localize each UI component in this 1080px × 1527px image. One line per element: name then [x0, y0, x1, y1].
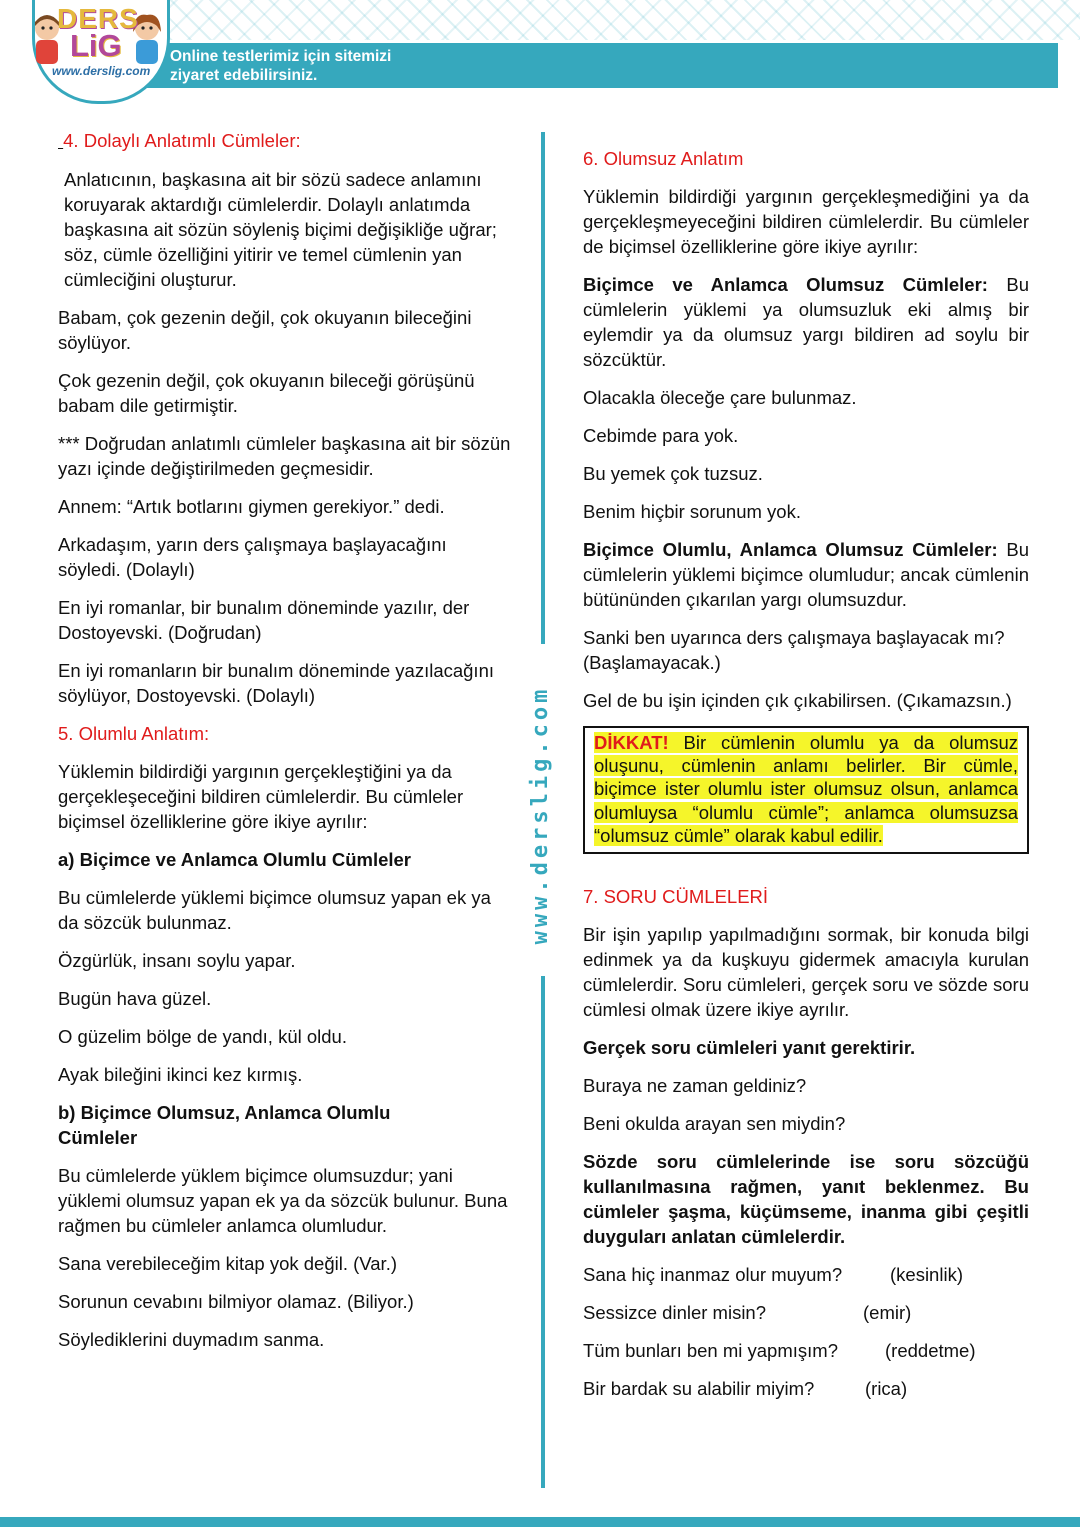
footer-bar: [0, 1517, 1080, 1527]
example-tag: (reddetme): [885, 1340, 976, 1362]
example-sentence: Babam, çok gezenin değil, çok okuyanın bileceğini söylüyor.: [58, 307, 472, 353]
rhetorical-example: [583, 1338, 1029, 1363]
example-sentence: Bugün hava güzel.: [58, 988, 212, 1009]
section-5-definition: Yüklemin bildirdiği yargının gerçekleştiğini ya da gerçekleşeceğini bildiren cümlelerdir. Bu cümleler biçimsel özelliklerine göre ikiye ayrılır:: [58, 761, 464, 832]
example-sentence: Tüm bunları ben mi yapmışım?: [583, 1340, 838, 1362]
example-sentence: Sana verebileceğim kitap yok değil. (Var.): [58, 1253, 397, 1274]
section-7-title: 7. SORU CÜMLELERİ: [583, 886, 769, 908]
example-sentence: Özgürlük, insanı soylu yapar.: [58, 950, 296, 971]
example-sentence: Gel de bu işin içinden çık çıkabilirsen. (Çıkamazsın.): [583, 690, 1012, 711]
section-5-title: 5. Olumlu Anlatım:: [58, 723, 210, 744]
section-6-title: 6. Olumsuz Anlatım: [583, 148, 744, 169]
subsection-5a-title: a) Biçimce ve Anlamca Olumlu Cümleler: [58, 849, 411, 870]
logo-url[interactable]: www.derslig.com: [52, 64, 151, 78]
banner-line-1: Online testlerimiz için sitemizi: [170, 48, 392, 65]
example-sentence: Annem: “Artık botlarını giymen gerekiyor.” dedi.: [58, 496, 445, 517]
example-tag: (rica): [865, 1378, 908, 1400]
left-column: [58, 128, 514, 1365]
example-sentence: Cebimde para yok.: [583, 425, 739, 446]
example-tag: (emir): [863, 1302, 912, 1324]
example-sentence: O güzelim bölge de yandı, kül oldu.: [58, 1026, 347, 1047]
subsection-6a-title: Biçimce ve Anlamca Olumsuz Cümleler:: [583, 274, 988, 295]
example-sentence: Sana hiç inanmaz olur muyum?: [583, 1264, 843, 1286]
example-sentence: Beni okulda arayan sen miydin?: [583, 1113, 846, 1135]
section-4-title: 4. Dolaylı Anlatımlı Cümleler:: [63, 130, 301, 151]
logo-text-bottom: LiG: [70, 28, 122, 63]
example-sentence: Benim hiçbir sorunum yok.: [583, 501, 801, 522]
subsection-6a-definition: Bu cümlelerin yüklemi ya olumsuzluk eki almış bir eylemdir ya da olumsuz yargı bildiren ad soylu bir sözcüktür.: [583, 274, 1029, 370]
example-sentence: En iyi romanlar, bir bunalım döneminde yazılır, der Dostoyevski. (Doğrudan): [58, 597, 470, 643]
example-sentence: Sessizce dinler misin?: [583, 1302, 767, 1324]
example-tag: (kesinlik): [890, 1264, 963, 1286]
example-sentence: En iyi romanların bir bunalım döneminde yazılacağını söylüyor, Dostoyevski. (Dolaylı): [58, 660, 495, 706]
rhetorical-question-rule: Sözde soru cümlelerinde ise soru sözcüğü kullanılmasına rağmen, yanıt beklenmez. Bu cümleler şaşma, küçümseme, inanma gibi çeşitli duyguları anlatan cümlelerdir.: [583, 1151, 1029, 1248]
example-sentence: Bu yemek çok tuzsuz.: [583, 463, 763, 484]
warning-text: Bir cümlenin olumlu ya da olumsuz oluşunu, cümlenin anlamı belirler. Bir cümle, biçimce ister olumlu ister olumsuz olsun, anlamca olumluysa “olumlu cümle”; anlamca olumsuzsa “olumsuz cümle” olarak kabul edilir.: [594, 732, 1019, 846]
example-sentence: Söylediklerini duymadım sanma.: [58, 1329, 325, 1350]
banner-line-2: ziyaret edebilirsiniz.: [170, 67, 318, 84]
rhetorical-example: [583, 1300, 1029, 1325]
side-watermark: www.derslig.com: [528, 685, 553, 945]
warning-label: DİKKAT!: [594, 732, 669, 753]
header-doodle-pattern: [150, 0, 1080, 40]
subsection-6a: [583, 272, 1029, 372]
example-sentence: Bir bardak su alabilir miyim?: [583, 1378, 815, 1400]
column-divider-top: [541, 132, 545, 644]
logo-text-top: DERS: [57, 3, 139, 34]
example-sentence: Arkadaşım, yarın ders çalışmaya başlayacağını söyledi. (Dolaylı): [58, 534, 447, 580]
section-6-definition: Yüklemin bildirdiği yargının gerçekleşmediğini ya da gerçekleşmeyeceğini bildiren cümlelerdir. Bu cümleler de biçimsel özelliklerine göre ikiye ayrılır:: [583, 186, 1029, 257]
note-text: *** Doğrudan anlatımlı cümleler başkasına ait bir sözün yazı içinde değiştirilmeden geçmesidir.: [58, 433, 511, 479]
subsection-5a-definition: Bu cümlelerde yüklemi biçimce olumsuz yapan ek ya da sözcük bulunmaz.: [58, 887, 491, 933]
banner-text: [170, 47, 590, 85]
rhetorical-example: [583, 1376, 1029, 1401]
example-sentence: Çok gezenin değil, çok okuyanın bileceği görüşünü babam dile getirmiştir.: [58, 370, 475, 416]
subsection-6b-definition: Bu cümlelerin yüklemi biçimce olumludur; ancak cümlenin bütününden çıkarılan yargı olumsuzdur.: [583, 539, 1029, 610]
subsection-5b-title: b) Biçimce Olumsuz, Anlamca Olumlu Cümleler: [58, 1102, 391, 1148]
section-4-definition: Anlatıcının, başkasına ait bir sözü sadece anlamını koruyarak aktardığı cümlelerdir. Dolaylı anlatımda başkasına ait sözün söyleniş biçimi değişikliğe uğrar; söz, cümle özelliğini yitirir ve temel cümlenin yan cümleciğini oluşturur.: [64, 169, 497, 290]
section-7-definition: Bir işin yapılıp yapılmadığını sormak, bir konuda bilgi edinmek ya da kuşkuyu gidermek amacıyla kurulan cümlelerdir. Soru cümleleri, gerçek soru ve sözde soru cümlesi olmak üzere ikiye ayrılır.: [583, 924, 1029, 1021]
real-question-rule: Gerçek soru cümleleri yanıt gerektirir.: [583, 1037, 916, 1059]
right-column: [583, 146, 1029, 1414]
rhetorical-example: [583, 1262, 1029, 1287]
example-sentence: Sanki ben uyarınca ders çalışmaya başlayacak mı? (Başlamayacak.): [583, 627, 1005, 673]
warning-box: [583, 726, 1029, 854]
subsection-5b-definition: Bu cümlelerde yüklem biçimce olumsuzdur; yani yüklemi olumsuz yapan ek ya da sözcük bulunur. Buna rağmen bu cümleler anlamca olumludur.: [58, 1165, 508, 1236]
subsection-6b: [583, 537, 1029, 612]
subsection-6b-title: Biçimce Olumlu, Anlamca Olumsuz Cümleler:: [583, 539, 998, 560]
example-sentence: Sorunun cevabını bilmiyor olamaz. (Biliyor.): [58, 1291, 414, 1312]
example-sentence: Olacakla öleceğe çare bulunmaz.: [583, 387, 857, 408]
page-header: [0, 0, 1080, 100]
column-divider-bottom: [541, 976, 545, 1488]
example-sentence: Ayak bileğini ikinci kez kırmış.: [58, 1064, 303, 1085]
example-sentence: Buraya ne zaman geldiniz?: [583, 1075, 807, 1097]
